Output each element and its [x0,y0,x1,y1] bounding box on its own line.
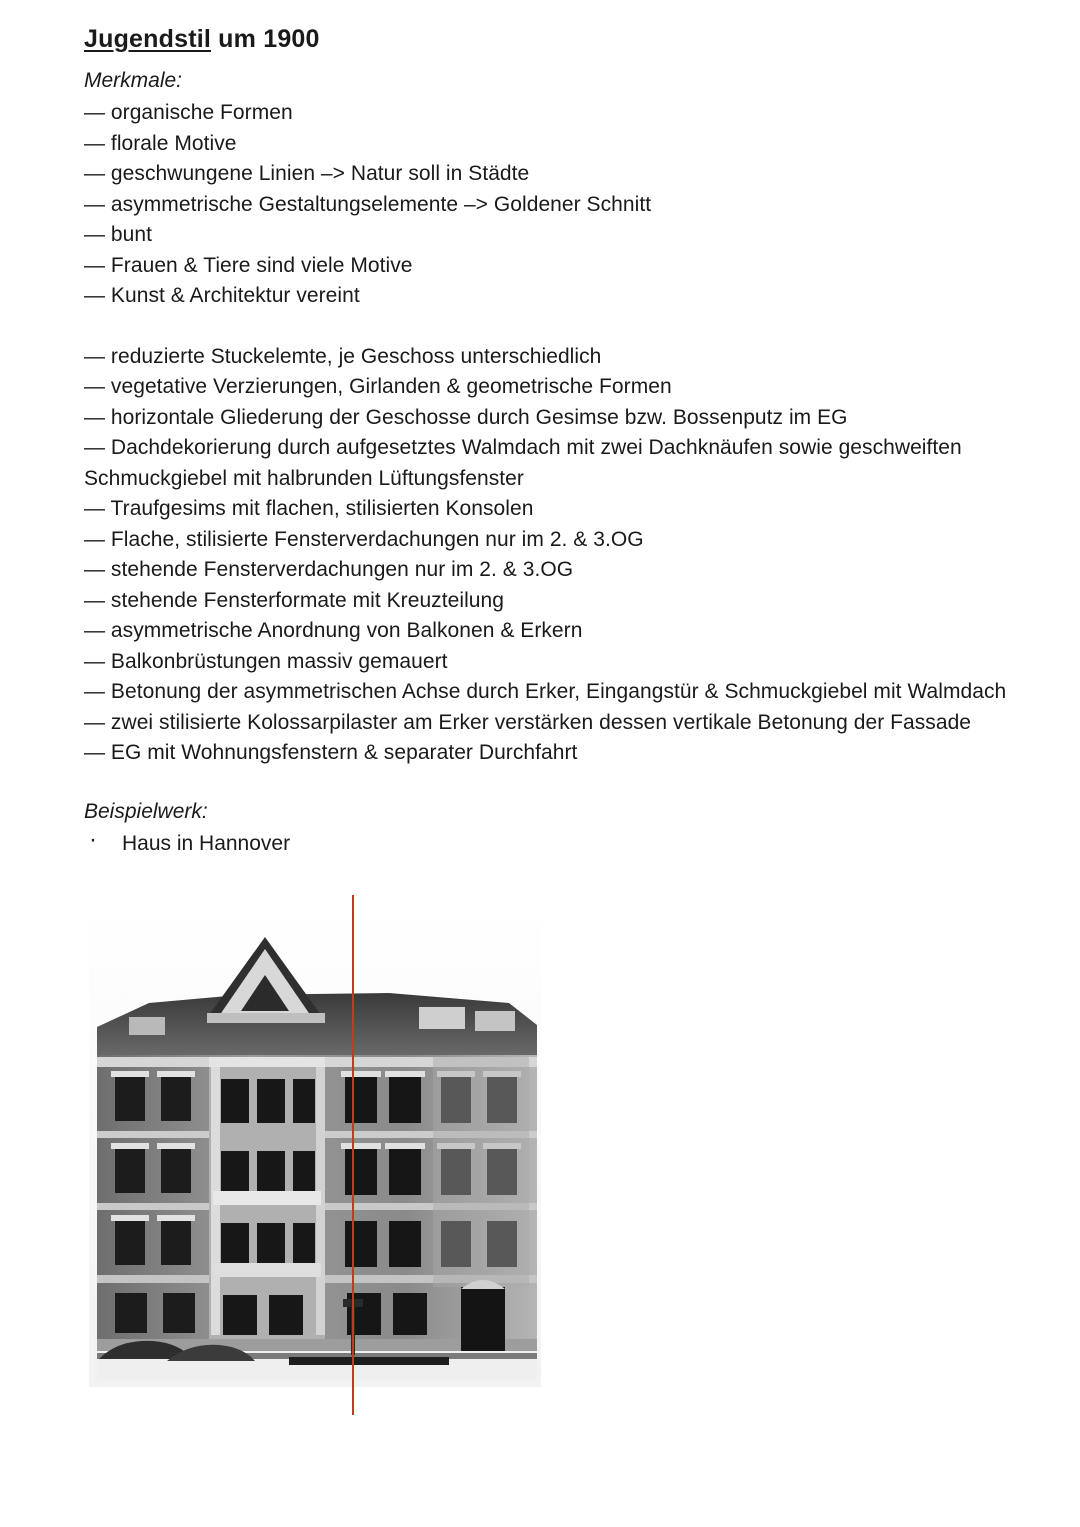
page-title-style: Jugendstil [84,25,212,53]
golden-section-axis-line [352,895,354,1415]
list-item: — stehende Fensterverdachungen nur im 2. & 3.OG [84,558,574,581]
list-item: · Haus in Hannover [84,829,1052,859]
list-item: — EG mit Wohnungsfenstern & separater Durchfahrt [84,741,578,764]
merkmale-list-primary [84,98,1052,312]
list-item: — Betonung der asymmetrischen Achse durch Erker, Eingangstür & Schmuckgiebel mit Walmdach [84,680,1007,703]
list-item: — Dachdekorierung durch aufgesetztes Walmdach mit zwei Dachknäufen sowie geschweiften Schmuckgiebel mit halbrunden Lüftungsfenster [84,436,962,490]
page-title-period: um 1900 [218,25,320,53]
list-item: — Balkonbrüstungen massiv gemauert [84,649,448,673]
list-item: — vegetative Verzierungen, Girlanden & geometrische Formen [84,375,672,398]
beispielwerk-list [84,829,1052,859]
list-item: — geschwungene Linien –> Natur soll in Städte [84,162,530,185]
beispielwerk-label: Beispielwerk: [84,799,208,823]
list-item: — asymmetrische Gestaltungselemente –> Goldener Schnitt [84,192,652,216]
section-separator [84,769,1052,797]
building-facade-illustration [89,907,541,1387]
list-item: — organische Formen [84,101,293,124]
list-item: — horizontale Gliederung der Geschosse durch Gesimse bzw. Bossenputz im EG [84,405,848,429]
list-item: — florale Motive [84,131,237,155]
list-item: — Traufgesims mit flachen, stilisierten Konsolen [84,497,534,520]
list-item: — Frauen & Tiere sind viele Motive [84,253,413,277]
list-item: — stehende Fensterformate mit Kreuzteilung [84,588,504,612]
list-item: — Kunst & Architektur vereint [84,284,360,307]
building-photo [89,907,541,1387]
list-item: — zwei stilisierte Kolossarpilaster am Erker verstärken dessen vertikale Betonung der Fassade [84,710,972,734]
list-separator [84,312,1052,342]
merkmale-list-secondary [84,342,1052,769]
list-item: — bunt [84,223,153,246]
list-item: — asymmetrische Anordnung von Balkonen & Erkern [84,619,583,642]
page-title [84,22,1052,56]
merkmale-label: Merkmale: [84,69,183,92]
list-item: — reduzierte Stuckelemte, je Geschoss unterschiedlich [84,344,602,368]
list-item: — Flache, stilisierte Fensterverdachungen nur im 2. & 3.OG [84,527,644,551]
example-figure [89,895,549,1415]
